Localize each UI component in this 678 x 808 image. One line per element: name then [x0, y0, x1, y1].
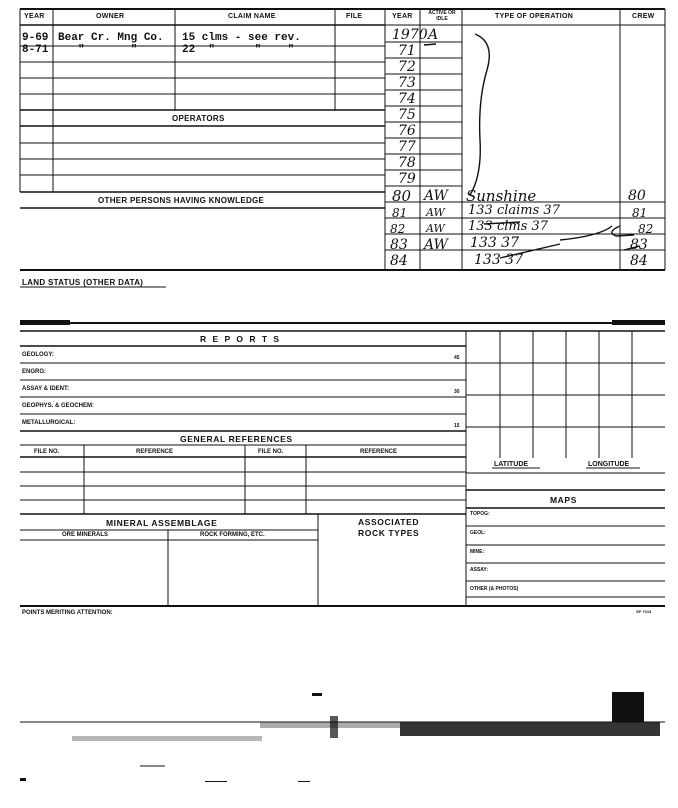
owner-row-1-year: 9-69	[22, 32, 49, 44]
activity-row-operation: 133 claims 37	[468, 203, 560, 218]
activity-row-crew: 83	[630, 237, 648, 253]
report-metallurgical-label: METALLURGICAL:	[22, 420, 76, 426]
activity-row-operation: 133 37	[474, 252, 523, 268]
activity-row-year: 75	[398, 107, 416, 123]
activity-row-year: 81	[392, 206, 408, 220]
ref-header-file-no-2: FILE NO.	[258, 449, 284, 455]
maps-topog: TOPOG:	[470, 511, 490, 517]
activity-row-year: 73	[398, 75, 416, 91]
report-assay-label: ASSAY & IDENT:	[22, 386, 70, 392]
ref-header-reference-2: REFERENCE	[360, 449, 398, 455]
form-number: SP 7013	[636, 609, 652, 614]
activity-row-crew: 80	[628, 188, 646, 204]
activity-row-operation: 133 37	[470, 235, 519, 251]
owner-row-1-owner: Bear Cr. Mng Co.	[58, 32, 164, 44]
activity-row-crew: 81	[632, 206, 648, 220]
col-header-active-idle: ACTIVE OR IDLE	[428, 10, 456, 22]
report-geology-label: GEOLOGY:	[22, 352, 54, 358]
general-references-title: GENERAL REFERENCES	[180, 434, 293, 444]
activity-row-crew: 82	[638, 222, 654, 236]
maps-other: OTHER (& PHOTOS)	[470, 586, 519, 592]
other-persons-label: OTHER PERSONS HAVING KNOWLEDGE	[98, 196, 265, 205]
col-header-owner: OWNER	[96, 13, 125, 20]
associated-label: ASSOCIATED	[358, 517, 420, 527]
owner-row-2-claim: 22 " " "	[182, 44, 295, 56]
activity-row-year: 72	[398, 59, 416, 75]
col-header-file: FILE	[346, 13, 363, 20]
report-assay-num: 30	[454, 389, 460, 395]
report-engrg-label: ENGRG:	[22, 369, 46, 375]
report-geophys-label: GEOPHYS. & GEOCHEM:	[22, 403, 95, 409]
owner-row-2-year: 8-71	[22, 44, 49, 56]
activity-row-operation: 133 clms 37	[468, 219, 549, 234]
activity-row-year: 71	[398, 43, 416, 59]
col-header-year: YEAR	[24, 13, 45, 20]
ref-header-file-no-1: FILE NO.	[34, 449, 60, 455]
col-header-type-of-operation: TYPE OF OPERATION	[495, 13, 574, 20]
ref-header-reference-1: REFERENCE	[136, 449, 174, 455]
rock-types-label: ROCK TYPES	[358, 528, 420, 538]
activity-row-year: 83	[390, 237, 408, 253]
activity-row-status: AW	[426, 222, 445, 235]
col-header-claim-name: CLAIM NAME	[228, 13, 276, 20]
activity-row-operation: Sunshine	[466, 187, 537, 205]
activity-row-year: 76	[398, 123, 416, 139]
col-header-crew: CREW	[632, 13, 655, 20]
operators-label: OPERATORS	[172, 114, 225, 123]
activity-row-year: 80	[392, 187, 412, 205]
ore-minerals-label: ORE MINERALS	[62, 532, 109, 538]
longitude-label: LONGITUDE	[588, 461, 630, 468]
report-metallurgical-num: 15	[454, 423, 460, 429]
owner-row-1-claim: 15 clms - see rev.	[182, 32, 301, 44]
col-header-year-2: YEAR	[392, 13, 413, 20]
maps-title: MAPS	[550, 495, 577, 505]
activity-row-status: AW	[424, 188, 448, 204]
points-meriting-label: POINTS MERITING ATTENTION:	[22, 610, 113, 616]
activity-row-year: 79	[398, 171, 416, 187]
activity-row-status: AW	[426, 206, 445, 219]
activity-row-year: 82	[390, 222, 406, 236]
rock-forming-label: ROCK FORMING, ETC.	[200, 532, 265, 538]
reports-title: R E P O R T S	[200, 334, 282, 344]
owner-row-2-owner: " "	[78, 44, 138, 56]
activity-row-crew: 84	[630, 253, 648, 269]
maps-assay: ASSAY:	[470, 567, 489, 573]
report-geology-num: 45	[454, 355, 460, 361]
latitude-label: LATITUDE	[494, 461, 529, 468]
activity-row-year: 78	[398, 155, 416, 171]
activity-row-year: 1970	[392, 27, 428, 43]
activity-row-year: 84	[390, 253, 408, 269]
activity-row-status: A	[428, 27, 439, 43]
land-status-label: LAND STATUS (OTHER DATA)	[22, 278, 144, 287]
activity-row-status: AW	[424, 237, 448, 253]
maps-mine: MINE:	[470, 549, 485, 555]
activity-row-year: 74	[398, 91, 416, 107]
activity-row-year: 77	[398, 139, 416, 155]
maps-geol: GEOL:	[470, 530, 486, 536]
mineral-assemblage-title: MINERAL ASSEMBLAGE	[106, 518, 218, 528]
